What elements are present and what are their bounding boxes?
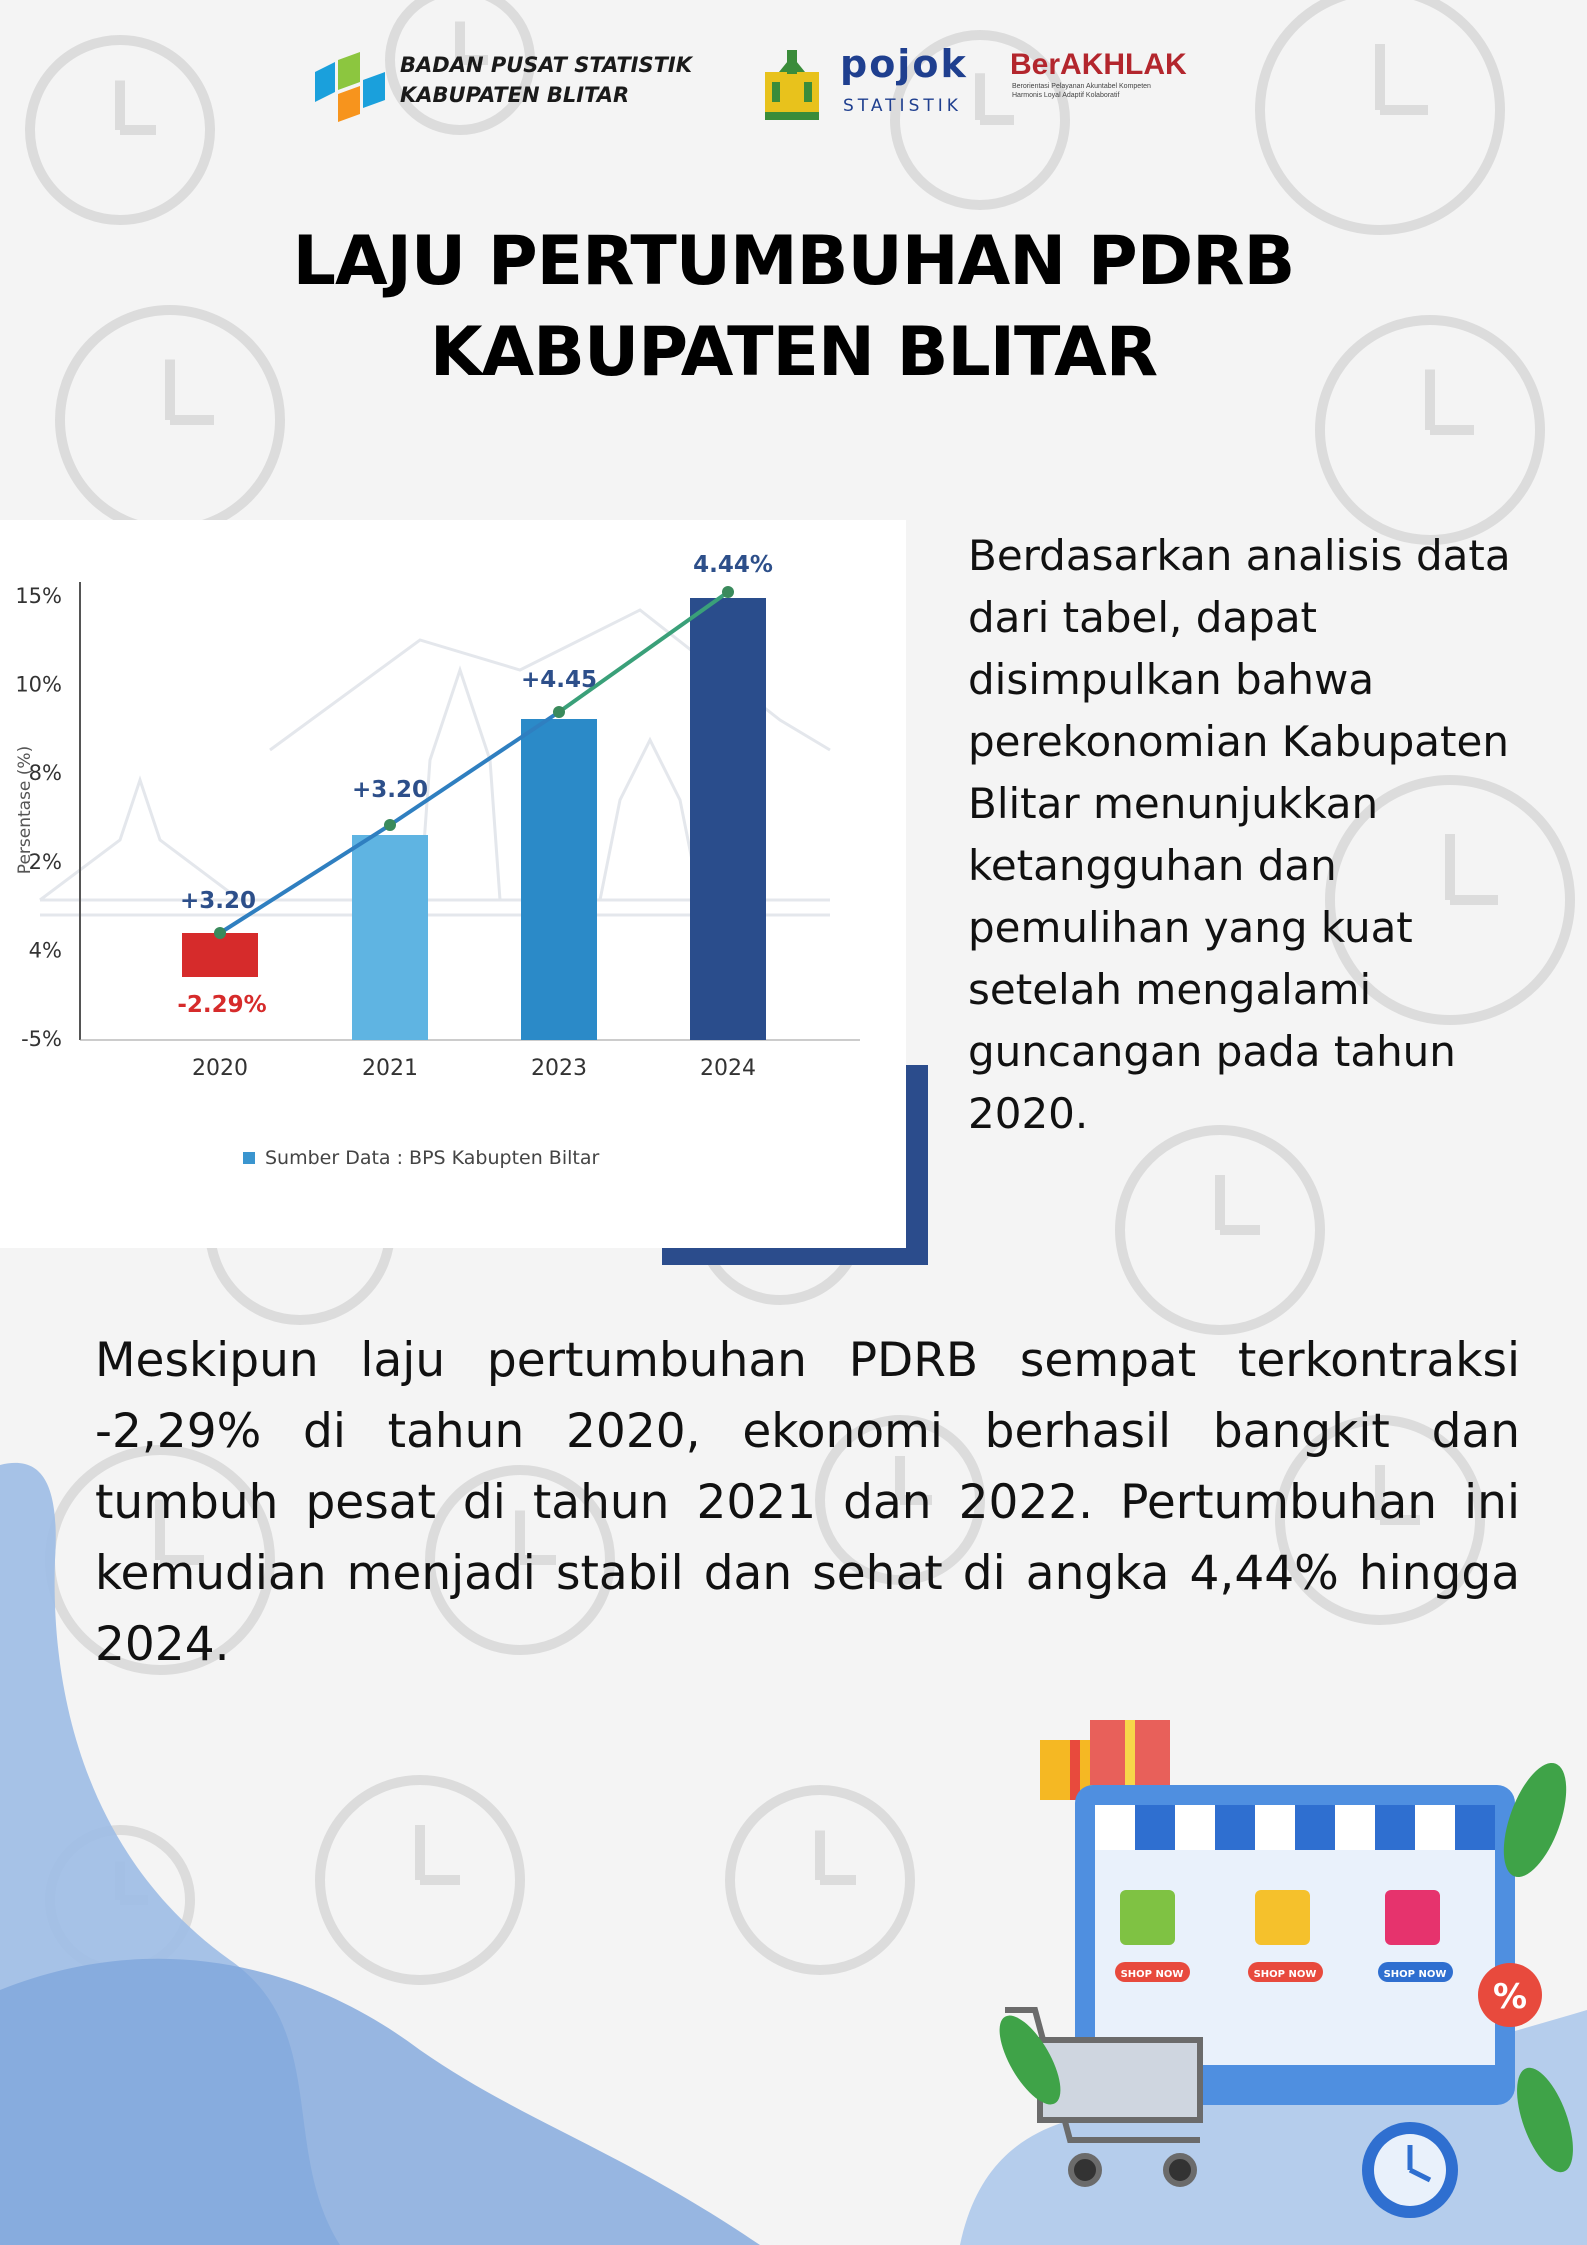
legend-label: Sumber Data : BPS Kabupten Biltar <box>265 1147 600 1169</box>
y-tick-label: 2% <box>28 849 62 874</box>
x-tick-label: 2021 <box>362 1056 418 1081</box>
bps-name-line1: BADAN PUSAT STATISTIK <box>400 53 693 77</box>
x-tick-label: 2020 <box>192 1056 248 1081</box>
bar-2023 <box>521 719 597 1040</box>
percent-badge-icon <box>1478 1963 1542 2027</box>
pdrb-growth-chart <box>0 520 906 1248</box>
mosque-logo-icon <box>757 42 827 122</box>
berakhlak-tagline: Berorientasi Pelayanan Akuntabel Kompeten Harmonis Loyal Adaptif Kolaboratif <box>1012 83 1151 99</box>
shopping-bag-yellow-icon <box>1255 1890 1310 1945</box>
online-shop-illustration <box>990 1700 1587 2245</box>
line-data-label: +3.20 <box>179 888 257 914</box>
description-paragraph: Meskipun laju pertumbuhan PDRB sempat terkontraksi -2,29% di tahun 2020, ekonomi berhasil bangkit dan tumbuh pesat di tahun 2021 dan 2022. Pertumbuhan ini kemudian menjadi stabil dan sehat di angka 4,44% hingga 2024. <box>95 1333 1520 1672</box>
analysis-summary-text: Berdasarkan analisis data dari tabel, dapat disimpulkan bahwa perekonomian Kabupaten Blitar menunjukkan ketangguhan dan pemulihan yang kuat setelah mengalami guncangan pada tahun 2020. <box>968 531 1511 1138</box>
y-tick-label: 10% <box>15 672 62 697</box>
shop-now-label: SHOP NOW <box>1120 1969 1184 1980</box>
chart-y-axis-title: Persentase (%) <box>15 745 35 875</box>
x-tick-label: 2024 <box>700 1056 756 1081</box>
bps-name-line2: KABUPATEN BLITAR <box>400 83 630 107</box>
page-title-line2: KABUPATEN BLITAR <box>429 313 1158 392</box>
shop-now-button-2[interactable] <box>1248 1962 1323 1982</box>
shop-now-label: SHOP NOW <box>1253 1969 1317 1980</box>
growth-line-point <box>214 927 226 939</box>
shopping-bag-green-icon <box>1120 1890 1175 1945</box>
bps-agency-name <box>400 50 692 110</box>
berakhlak-logo: BerAKHLAK <box>1010 48 1187 81</box>
growth-line-point <box>553 706 565 718</box>
bar-data-label: 4.44% <box>693 552 773 578</box>
growth-line-point <box>384 819 396 831</box>
shopping-bag-pink-icon <box>1385 1890 1440 1945</box>
page-title-line1: LAJU PERTUMBUHAN PDRB <box>292 222 1295 301</box>
bps-logo-icon <box>305 52 395 122</box>
shop-awning <box>1095 1805 1495 1850</box>
bar-2021 <box>352 835 428 1040</box>
line-data-label: +3.20 <box>351 777 429 803</box>
alarm-clock-icon <box>1362 2122 1458 2218</box>
percent-badge-label: % <box>1492 1977 1528 2017</box>
y-tick-label: 15% <box>15 584 62 608</box>
bottom-wave-decoration <box>0 1959 760 2245</box>
pojok-subtitle: STATISTIK <box>843 96 962 116</box>
y-tick-label: 8% <box>28 761 62 786</box>
line-data-label: +4.45 <box>520 667 598 693</box>
bar-2024 <box>690 598 766 1040</box>
bar-data-label: -2.29% <box>177 992 267 1018</box>
y-tick-label: -5% <box>21 1027 62 1051</box>
y-tick-label: 4% <box>28 938 62 963</box>
shop-now-button-3[interactable] <box>1378 1962 1453 1982</box>
shop-now-label: SHOP NOW <box>1383 1969 1447 1980</box>
growth-line-point <box>722 586 734 598</box>
legend-swatch <box>243 1152 255 1164</box>
shop-now-button-1[interactable] <box>1115 1962 1190 1982</box>
x-tick-label: 2023 <box>531 1056 587 1081</box>
pojok-wordmark: pojok <box>840 42 968 86</box>
bar-2020 <box>182 933 258 977</box>
